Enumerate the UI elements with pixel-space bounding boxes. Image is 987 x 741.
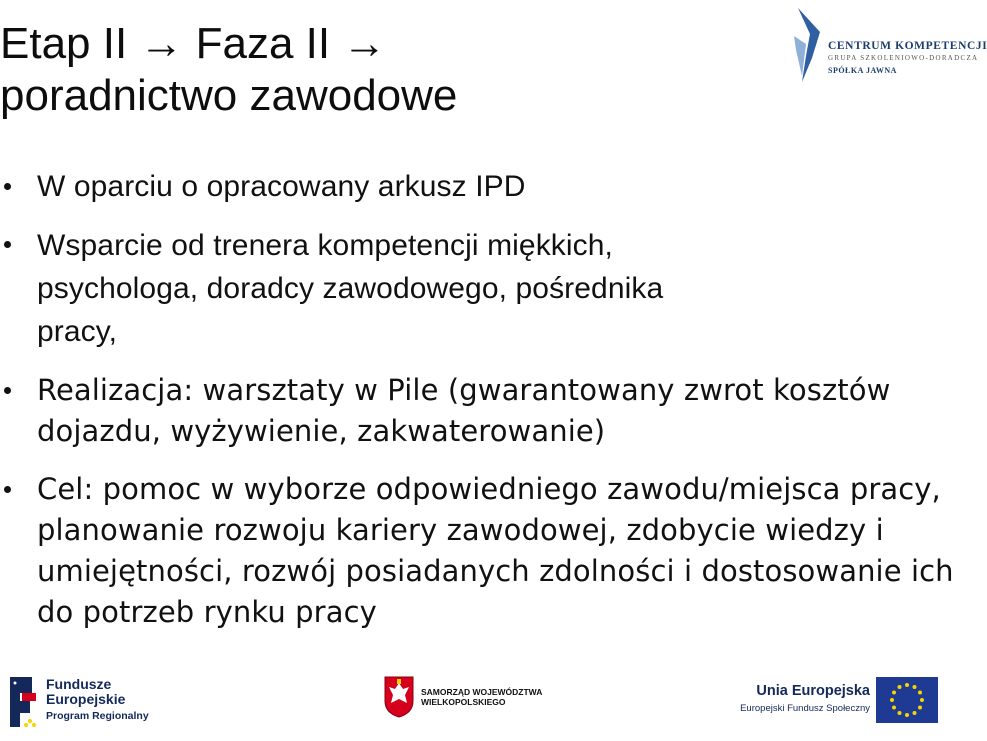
slide-title-line-2: poradnictwo zawodowe	[0, 71, 458, 120]
ue-logo-subtitle: Europejski Fundusz Społeczny	[740, 703, 870, 714]
eu-star-icon	[918, 706, 922, 710]
eu-star-icon	[913, 685, 917, 689]
fe-logo-line-2: Europejskie	[46, 691, 126, 707]
eu-star-icon	[898, 711, 902, 715]
centrum-kompetencji-logo	[790, 6, 987, 96]
slide-title	[0, 18, 457, 122]
eu-star-icon	[913, 711, 917, 715]
bullet-item	[0, 469, 957, 633]
bullet-text: Realizacja: warsztaty w Pile (gwarantowany zwrot kosztów dojazdu, wyżywienie, zakwaterowanie)	[37, 373, 891, 448]
brand-subtitle: GRUPA SZKOLENIOWO-DORADCZA	[828, 54, 979, 62]
eu-star-icon	[890, 698, 894, 702]
bullet-item	[0, 166, 950, 207]
eu-star-icon	[905, 713, 909, 717]
brand-name: CENTRUM KOMPETENCJI	[828, 40, 987, 52]
fundusze-europejskie-flag-icon	[6, 671, 40, 731]
eu-star-icon	[905, 683, 909, 687]
fe-logo-line-1: Fundusze	[46, 676, 112, 692]
fe-logo-line-3: Program Regionalny	[46, 710, 149, 722]
wlkp-logo-line-2: WIELKOPOLSKIEGO	[421, 697, 506, 707]
eu-star-icon	[918, 691, 922, 695]
bullet-item	[0, 370, 897, 452]
bullet-dot-icon	[4, 387, 11, 394]
bullet-dot-icon	[4, 241, 11, 248]
wlkp-logo-line-1: SAMORZĄD WOJEWÓDZTWA	[421, 687, 543, 697]
centrum-kompetencji-swoosh-icon	[790, 6, 826, 84]
wielkopolska-crest-icon	[383, 675, 415, 719]
eu-star-icon	[892, 706, 896, 710]
bullet-text: Wsparcie od trenera kompetencji miękkich, psychologa, doradcy zawodowego, pośrednika pracy,	[37, 229, 664, 348]
eu-star-icon	[920, 698, 924, 702]
bullet-dot-icon	[4, 486, 11, 493]
eu-flag-icon	[876, 677, 938, 723]
bullet-dot-icon	[4, 183, 11, 190]
unia-europejska-logo	[738, 673, 954, 737]
bullet-list	[0, 166, 954, 650]
ue-logo-title: Unia Europejska	[756, 683, 870, 699]
bullet-text: W oparciu o opracowany arkusz IPD	[37, 170, 526, 203]
eu-star-icon	[892, 691, 896, 695]
samorzad-wielkopolska-logo	[383, 675, 543, 727]
brand-company-form: SPÓŁKA JAWNA	[828, 66, 897, 75]
bullet-text: Cel: pomoc w wyborze odpowiedniego zawodu/miejsca pracy, planowanie rozwoju kariery zawodowej, zdobycie wiedzy i umiejętności, rozwój posiadanych zdolności i dostosowanie ich do potrzeb rynku pracy	[37, 472, 954, 629]
bullet-item	[0, 224, 717, 353]
footer-logos	[0, 667, 960, 741]
fundusze-europejskie-logo	[6, 671, 156, 735]
slide-title-line-1: Etap II → Faza II →	[0, 19, 387, 68]
eu-star-icon	[898, 685, 902, 689]
